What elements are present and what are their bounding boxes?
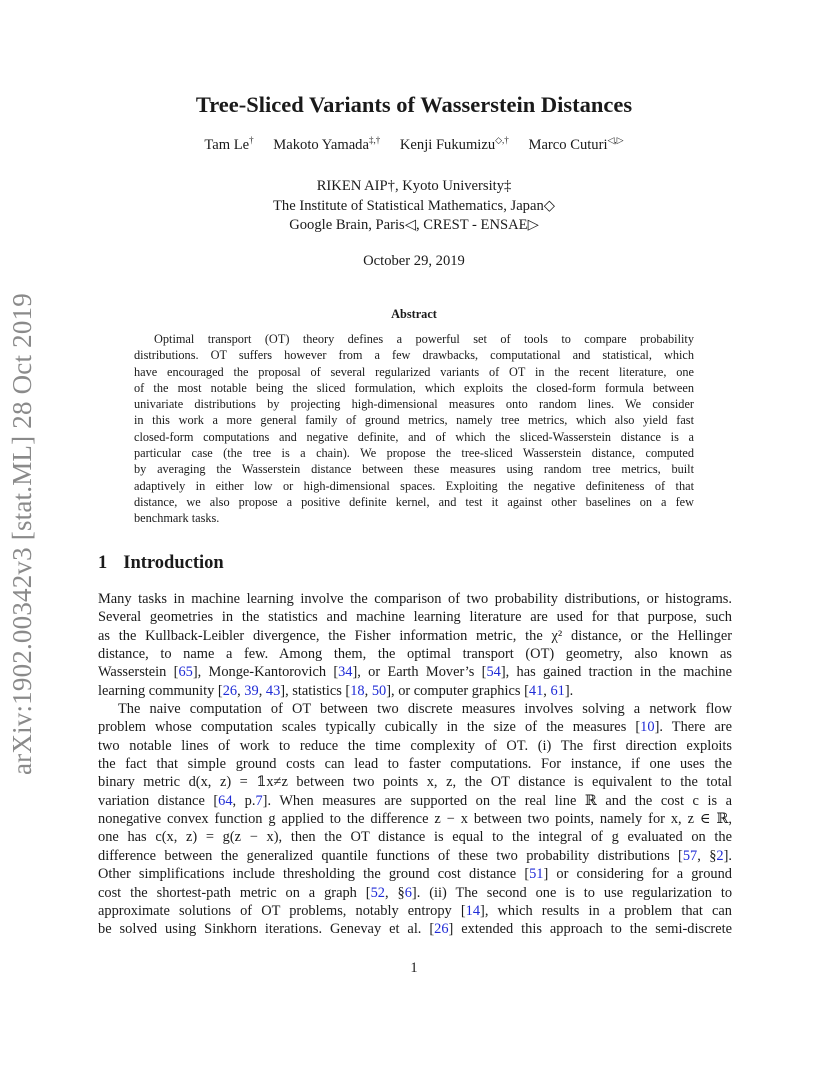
- abstract-body: [134, 331, 694, 527]
- citation-link[interactable]: 34: [338, 664, 353, 681]
- abstract-line: in this work a more general family of ground metrics, namely tree metrics, which also yield fast: [134, 413, 694, 428]
- citation-link[interactable]: 65: [178, 664, 193, 681]
- section-number: 1: [98, 553, 108, 573]
- author-2: Makoto Yamada‡,†: [273, 135, 381, 153]
- citation-link[interactable]: 18: [350, 682, 365, 699]
- citation-link[interactable]: 14: [465, 902, 481, 919]
- body-line: two notable lines of work to reduce the time complexity of OT. (i) The first direction exploits: [98, 737, 732, 754]
- body-line: as the Kullback-Leibler divergence, the Fisher information metric, the χ² distance, or the Hellinger: [98, 627, 732, 644]
- body-line: binary metric d(x, z) = 𝟙x≠z between two points x, z, the OT distance is equivalent to the total: [98, 774, 732, 791]
- author-4: Marco Cuturi◁,▷: [528, 135, 624, 153]
- author-1: Tam Le†: [204, 135, 254, 153]
- page-number: 1: [410, 960, 418, 976]
- body-line: The naive computation of OT between two discrete measures involves solving a network flow: [118, 701, 732, 718]
- citation-link[interactable]: 10: [640, 719, 655, 736]
- affiliation-3: Google Brain, Paris◁, CREST - ENSAE▷: [289, 217, 539, 233]
- author-3: Kenji Fukumizu◇,†: [399, 135, 509, 153]
- citation-link[interactable]: 52: [370, 884, 385, 901]
- body-line: the fact that simple ground costs can lead to faster computations. For instance, if one uses the: [98, 756, 732, 773]
- section-heading: [98, 553, 224, 574]
- paper-date: October 29, 2019: [363, 253, 465, 269]
- citation-link[interactable]: 6: [404, 884, 412, 901]
- abstract-line: adaptively in either low or high-dimensional spaces. Exploiting the negative definiteness of that: [134, 478, 694, 493]
- body-line: nonegative convex function g applied to the difference z − x between two points, namely for x, z ∈ ℝ,: [98, 811, 732, 828]
- abstract-line: have encouraged the proposal of several regularized variants of OT in the recent literature, one: [134, 364, 694, 379]
- author-list: [0, 137, 828, 154]
- affiliation-2: The Institute of Statistical Mathematics, Japan◇: [273, 198, 555, 214]
- body-line: Several geometries in the statistics and machine learning literature are used for that purpose, such: [98, 609, 732, 626]
- citation-link[interactable]: 26: [222, 682, 238, 699]
- body-line: difference between the generalized quantile functions of these two probability distributions [57, §2].: [98, 847, 733, 864]
- body-line: learning community [26, 39, 43], statistics [18, 50], or computer graphics [41, 61].: [98, 682, 574, 699]
- citation-link[interactable]: 61: [550, 682, 565, 699]
- paper-title: Tree-Sliced Variants of Wasserstein Distances: [195, 92, 633, 117]
- body-line: cost the shortest-path metric on a graph [52, §6]. (ii) The second one is to use regularization to: [98, 884, 733, 901]
- citation-link[interactable]: 39: [244, 682, 259, 699]
- citation-link[interactable]: 64: [218, 792, 233, 809]
- body-line: Many tasks in machine learning involve the comparison of two probability distributions, or histograms.: [98, 591, 732, 607]
- citation-link[interactable]: 57: [682, 847, 698, 864]
- body-line: approximate solutions of OT problems, notably entropy [14], which results in a problem that can: [98, 902, 732, 919]
- body-line: one has c(x, z) = g(z − x), then the OT distance is equal to the integral of g evaluated on the: [98, 829, 732, 846]
- citation-link[interactable]: 2: [716, 847, 724, 864]
- abstract-line: of the most notable being the sliced formulation, which exploits the closed-form formula between: [134, 380, 694, 395]
- citation-link[interactable]: 7: [255, 792, 263, 809]
- body-line: Wasserstein [65], Monge-Kantorovich [34], or Earth Mover’s [54], has gained traction in the machine: [98, 664, 732, 681]
- abstract-line: univariate distributions by projecting high-dimensional measures onto random lines. We consider: [134, 397, 694, 412]
- body-line: be solved using Sinkhorn iterations. Genevay et al. [26] extended this approach to the semi-discrete: [98, 921, 732, 938]
- citation-link[interactable]: 43: [265, 682, 281, 699]
- citation-link[interactable]: 50: [371, 682, 387, 699]
- affiliation-1: RIKEN AIP†, Kyoto University‡: [316, 178, 512, 194]
- body-line: problem whose computation scales typically cubically in the size of the measures [10]. There are: [98, 719, 732, 736]
- citation-link[interactable]: 41: [528, 682, 544, 699]
- abstract-line: distributions. OT suffers however from a few drawbacks, computational and statistical, which: [134, 348, 694, 363]
- abstract-line: distance, we also propose a positive definite kernel, and test it against other baselines on a few: [134, 494, 694, 509]
- abstract-heading: Abstract: [391, 307, 437, 321]
- arxiv-side-stamp[interactable]: arXiv:1902.00342v3 [stat.ML] 28 Oct 2019: [7, 293, 37, 775]
- abstract-line: by averaging the Wasserstein distance between these measures using random tree metrics, built: [134, 462, 694, 477]
- citation-link[interactable]: 26: [434, 921, 449, 938]
- abstract-line: particular case (the tree is a chain). We propose the tree-sliced Wasserstein distance, computed: [134, 446, 694, 461]
- body-line: variation distance [64, p.7]. When measures are supported on the real line ℝ and the cost c is a: [98, 792, 732, 809]
- abstract-line: benchmark tasks.: [134, 511, 220, 526]
- abstract-line: Optimal transport (OT) theory defines a powerful set of tools to compare probability: [154, 332, 694, 346]
- body-line: Other simplifications include thresholding the ground cost distance [51] or considering for a ground: [98, 866, 732, 883]
- body-line: distance, to name a few. Among them, the optimal transport (OT) geometry, also known as: [98, 646, 732, 663]
- abstract-line: closed-form computations and negative definite, and of which the sliced-Wasserstein distance is a: [134, 429, 694, 444]
- introduction-body: [98, 590, 732, 939]
- citation-link[interactable]: 54: [486, 664, 501, 681]
- citation-link[interactable]: 51: [529, 866, 544, 883]
- section-title: Introduction: [123, 553, 224, 573]
